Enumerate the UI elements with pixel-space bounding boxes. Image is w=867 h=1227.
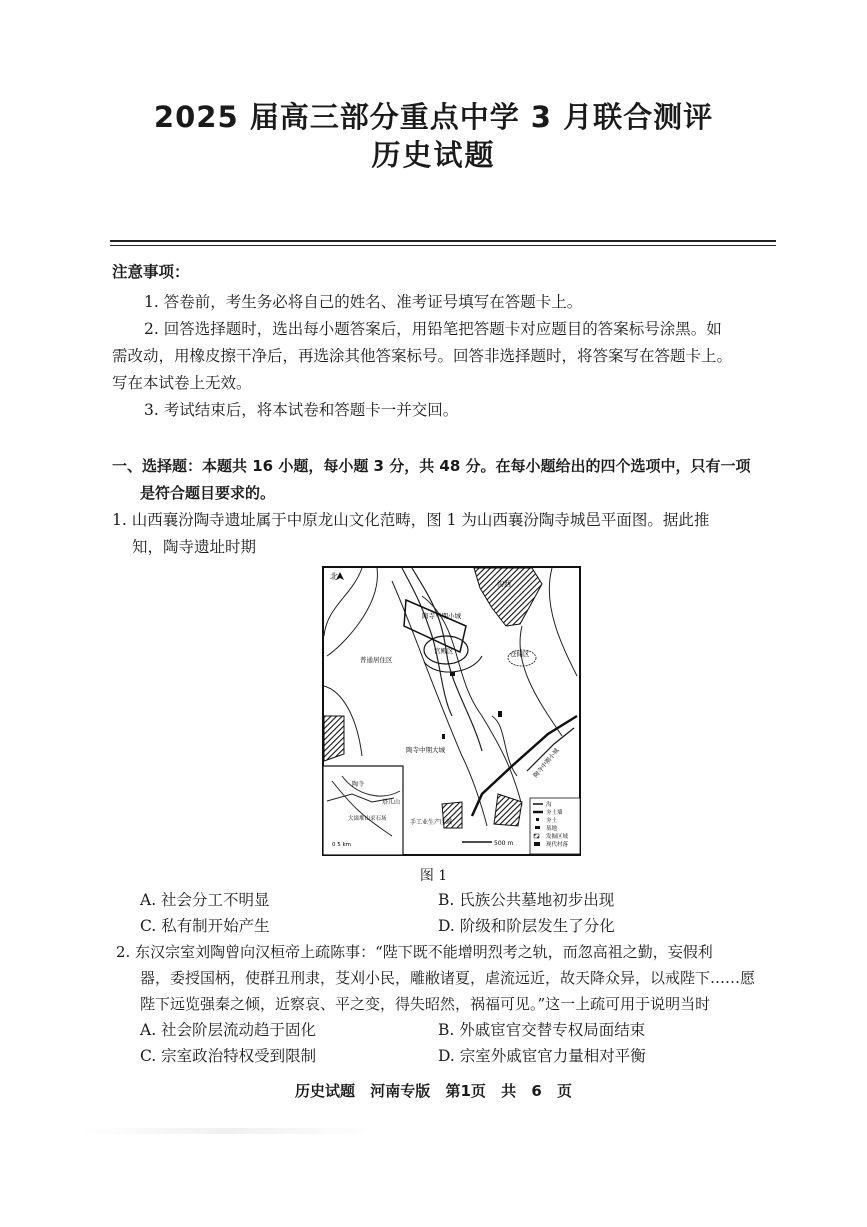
- q2-option-b: B. 外戚宦官交替专权局面结束: [438, 1021, 646, 1039]
- footer-edition: 河南专版: [370, 1082, 431, 1100]
- q2-stem-cont-2: 陛下远览强秦之倾，近察哀、平之变，得失昭然，祸福可见。”这一上疏可用于说明当时: [140, 995, 711, 1013]
- q1-option-d: D. 阶级和阶层发生了分化: [438, 917, 615, 935]
- map-label-residential: 普通居住区: [360, 656, 393, 664]
- map-label-mid-small-city: 陶寺中期小城: [532, 747, 561, 780]
- inset-label-taosi: 陶寺: [352, 781, 365, 788]
- q2-option-a: A. 社会阶层流动趋于固化: [140, 1021, 317, 1039]
- scan-artifact: [80, 1128, 380, 1134]
- figure-caption: 图 1: [419, 868, 448, 884]
- legend-item-2: 夯土墙: [546, 810, 563, 816]
- exam-title: 2025 届高三部分重点中学 3 月联合测评: [153, 100, 714, 134]
- map-label-palace: 宫殿区: [434, 647, 454, 655]
- legend-item-6: 现代村落: [546, 842, 569, 848]
- notice-line-2: 2. 回答选择题时，选出每小题答案后，用铅笔把答题卡对应题目的答案标号涂黑。如: [144, 320, 722, 338]
- q2-option-d: D. 宗室外戚宦官力量相对平衡: [438, 1047, 646, 1065]
- q2-option-c: C. 宗室政治特权受到限制: [140, 1047, 317, 1065]
- notice-line-1: 1. 答卷前，考生务必将自己的姓名、准考证号填写在答题卡上。: [144, 293, 583, 311]
- legend-item-5: 发掘区域: [546, 834, 569, 840]
- footer-page: 第1页: [445, 1082, 486, 1100]
- inset-label-quarry: 大崮堆山采石场: [348, 816, 387, 822]
- map-label-mid-city: 陶寺中期大城: [406, 746, 445, 754]
- q1-option-c: C. 私有制开始产生: [140, 917, 270, 935]
- legend-item-3: 夯土: [546, 818, 558, 824]
- q1-option-b: B. 氏族公共墓地初步出现: [438, 891, 615, 909]
- footer-subject: 历史试题: [294, 1082, 355, 1100]
- map-label-warehouse: 仓储区: [510, 650, 530, 658]
- taosi-city-map: [322, 566, 581, 856]
- notice-line-4: 写在本试卷上无效。: [112, 374, 252, 392]
- footer-total: 共 6 页: [501, 1082, 573, 1100]
- map-label-craft: 手工业生产区域: [410, 819, 453, 826]
- notice-line-5: 3. 考试结束后，将本试卷和答题卡一并交回。: [144, 401, 459, 419]
- map-label-early-city: 陶寺早期小城: [422, 612, 461, 620]
- q1-stem: 1. 山西襄汾陶寺遗址属于中原龙山文化范畴，图 1 为山西襄汾陶寺城邑平面图。据此推: [112, 511, 710, 529]
- legend-item-1: 沟: [546, 802, 552, 808]
- section-heading: 一、选择题：本题共 16 小题，每小题 3 分，共 48 分。在每小题给出的四个选项中，只有一项: [112, 457, 751, 475]
- header-rule-thick: [110, 240, 776, 242]
- q1-option-a: A. 社会分工不明显: [140, 891, 270, 909]
- q2-stem: 2. 东汉宗室刘陶曾向汉桓帝上疏陈事：“陛下既不能增明烈考之轨，而忽高祖之勤，妄假利: [116, 943, 713, 961]
- header-rule-thin: [110, 245, 776, 246]
- legend-item-4: 墓地: [546, 826, 558, 832]
- page-footer: [0, 1080, 867, 1101]
- inset-label-taershan: 塔儿山: [382, 799, 401, 806]
- map-label-village: 沟西: [497, 580, 511, 588]
- q2-stem-cont-1: 器，委授国柄，使群丑刑隶，芟刈小民，雕敝诸夏，虐流远近，故天降众异，以戒陛下……愿: [140, 969, 756, 987]
- map-north-label: 北: [330, 572, 338, 581]
- inset-scale-label: 0 5 km: [332, 842, 352, 848]
- section-heading-cont: 是符合题目要求的。: [140, 484, 276, 502]
- notice-line-3: 需改动，用橡皮擦干净后，再选涂其他答案标号。回答非选择题时，将答案写在答题卡上。: [112, 347, 733, 365]
- exam-subject-title: 历史试题: [371, 138, 496, 172]
- notice-heading: 注意事项：: [112, 263, 190, 281]
- map-scale-label: 500 m: [494, 840, 514, 847]
- q1-stem-cont: 知，陶寺遗址时期: [132, 538, 257, 556]
